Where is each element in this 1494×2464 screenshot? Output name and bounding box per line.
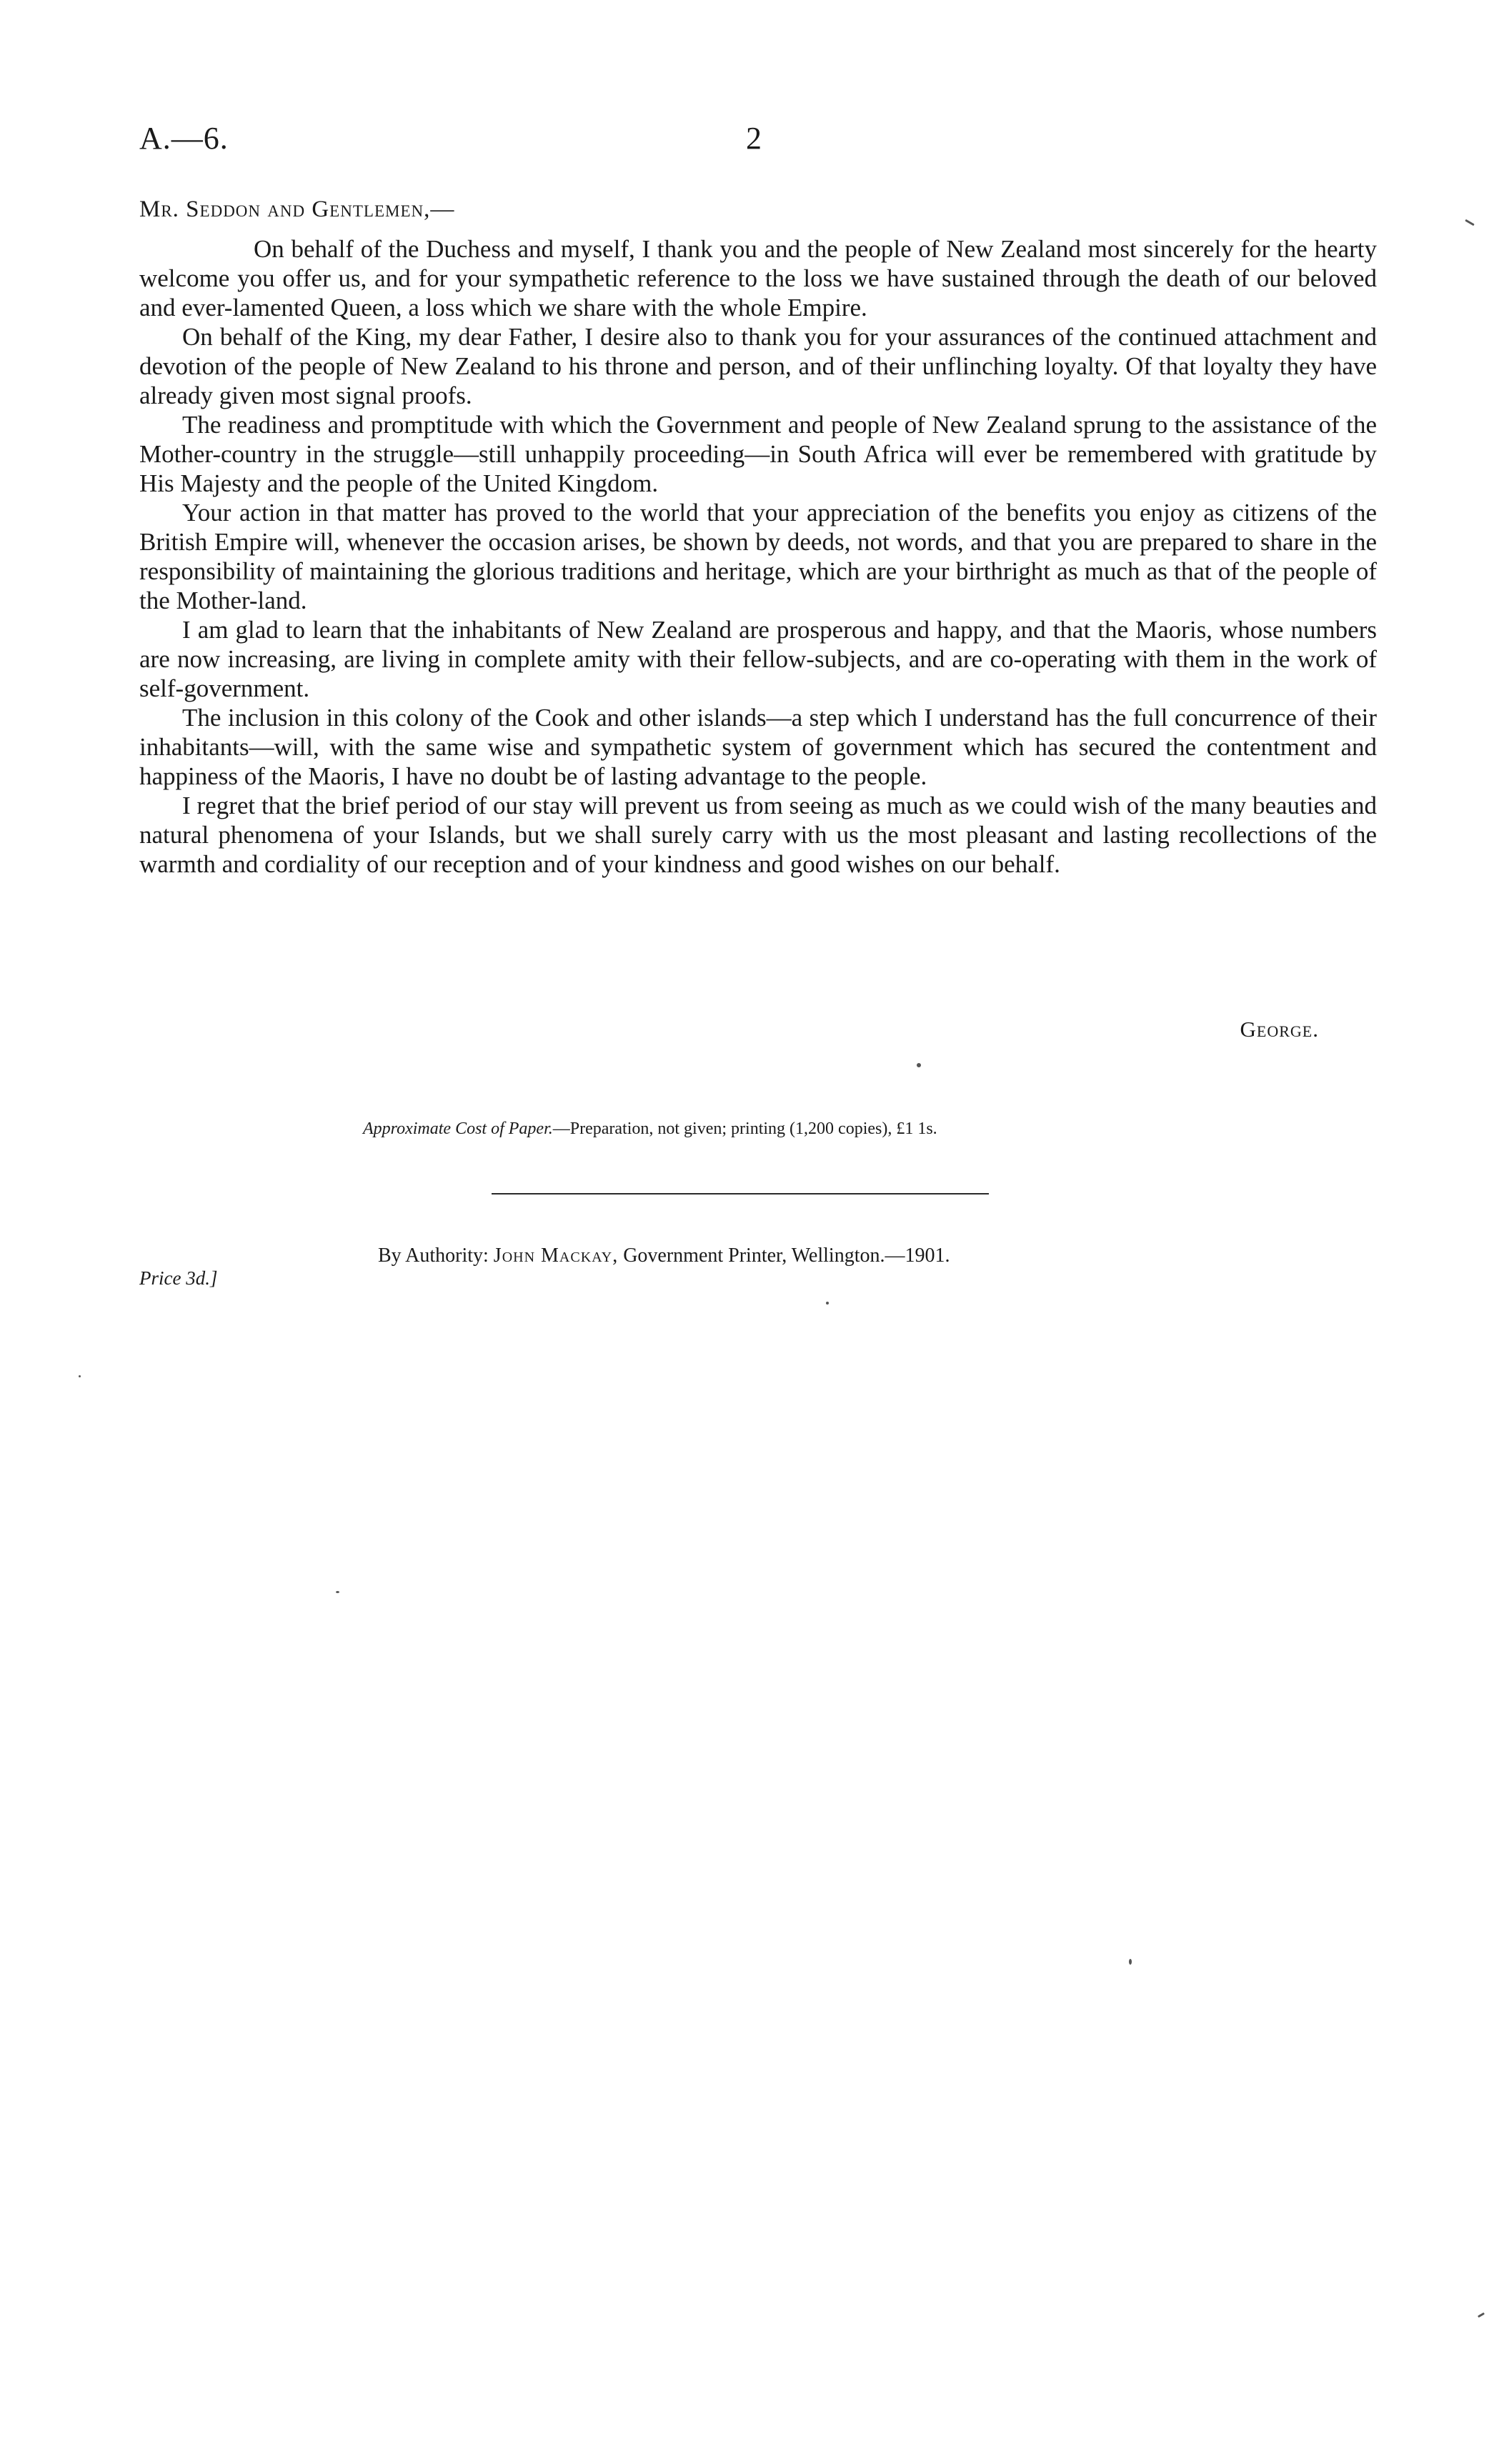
paragraph-cook-islands: The inclusion in this colony of the Cook and other islands—a step which I understand has the full concurrence of their inhabitants—will, with the same wise and sympathetic system of government which has secured the contentment and happiness of the Maoris, I have no doubt be of lasting advantage to the people. [139, 704, 1377, 790]
paragraph-king: On behalf of the King, my dear Father, I desire also to thank you for your assurances of the continued attachment and devotion of the people of New Zealand to his throne and person, and of their unflinching loyalty. Of that loyalty they have already given most signal proofs. [139, 323, 1377, 409]
paragraph-maoris: I am glad to learn that the inhabitants of New Zealand are prosperous and happy, and that the Maoris, whose numbers are now increasing, are living in complete amity with their fellow-subjects, and are co-operating with them in the work of self-government. [139, 616, 1377, 702]
page-number: 2 [746, 121, 762, 156]
authority-prefix: By Authority: [378, 1245, 489, 1267]
letter-body [139, 234, 1377, 879]
scan-speck [826, 1302, 829, 1305]
paragraph-south-africa: The readiness and promptitude with which the Government and people of New Zealand sprung to the assistance of the Mother-country in the struggle—still unhappily proceeding—in South Africa will ever be remembered with gratitude by His Majesty and the people of the United Kingdom. [139, 411, 1377, 497]
printer-authority [378, 1245, 950, 1267]
scan-speck [79, 1375, 81, 1377]
authority-suffix: Government Printer, Wellington.—1901. [623, 1245, 950, 1267]
cost-detail: —Preparation, not given; printing (1,200 copies), £1 1s. [552, 1119, 937, 1138]
scan-speck [1465, 219, 1475, 226]
price: Price 3d.] [139, 1267, 218, 1289]
paper-reference: A.—6. [139, 121, 229, 156]
signature: George. [1240, 1017, 1319, 1042]
scan-speck [917, 1063, 921, 1067]
paragraph-thanks: On behalf of the Duchess and myself, I thank you and the people of New Zealand most sincerely for the hearty welcome you offer us, and for your sympathetic reference to the loss we have sustained through the death of our beloved and ever-lamented Queen, a loss which we share with the whole Empire. [139, 235, 1377, 321]
paragraph-regret: I regret that the brief period of our stay will prevent us from seeing as much as we could wish of the many beauties and natural phenomena of your Islands, but we shall surely carry with us the most pleasant and lasting recollections of the warmth and cordiality of our reception and of your kindness and good wishes on our behalf. [139, 792, 1377, 878]
scan-speck [1129, 1959, 1132, 1965]
cost-of-paper [363, 1119, 937, 1139]
scan-speck [336, 1591, 339, 1593]
scan-speck [1478, 2313, 1485, 2318]
letter-salutation: Mr. Seddon and Gentlemen,— [139, 196, 455, 222]
printer-name: John Mackay, [493, 1245, 619, 1267]
cost-label: Approximate Cost of Paper. [363, 1119, 553, 1138]
paragraph-action: Your action in that matter has proved to the world that your appreciation of the benefits you enjoy as citizens of the British Empire will, whenever the occasion arises, be shown by deeds, not words, and that you are prepared to share in the responsibility of maintaining the glorious traditions and heritage, which are your birthright as much as that of the people of the Mother-land. [139, 499, 1377, 614]
divider-rule [492, 1193, 989, 1194]
